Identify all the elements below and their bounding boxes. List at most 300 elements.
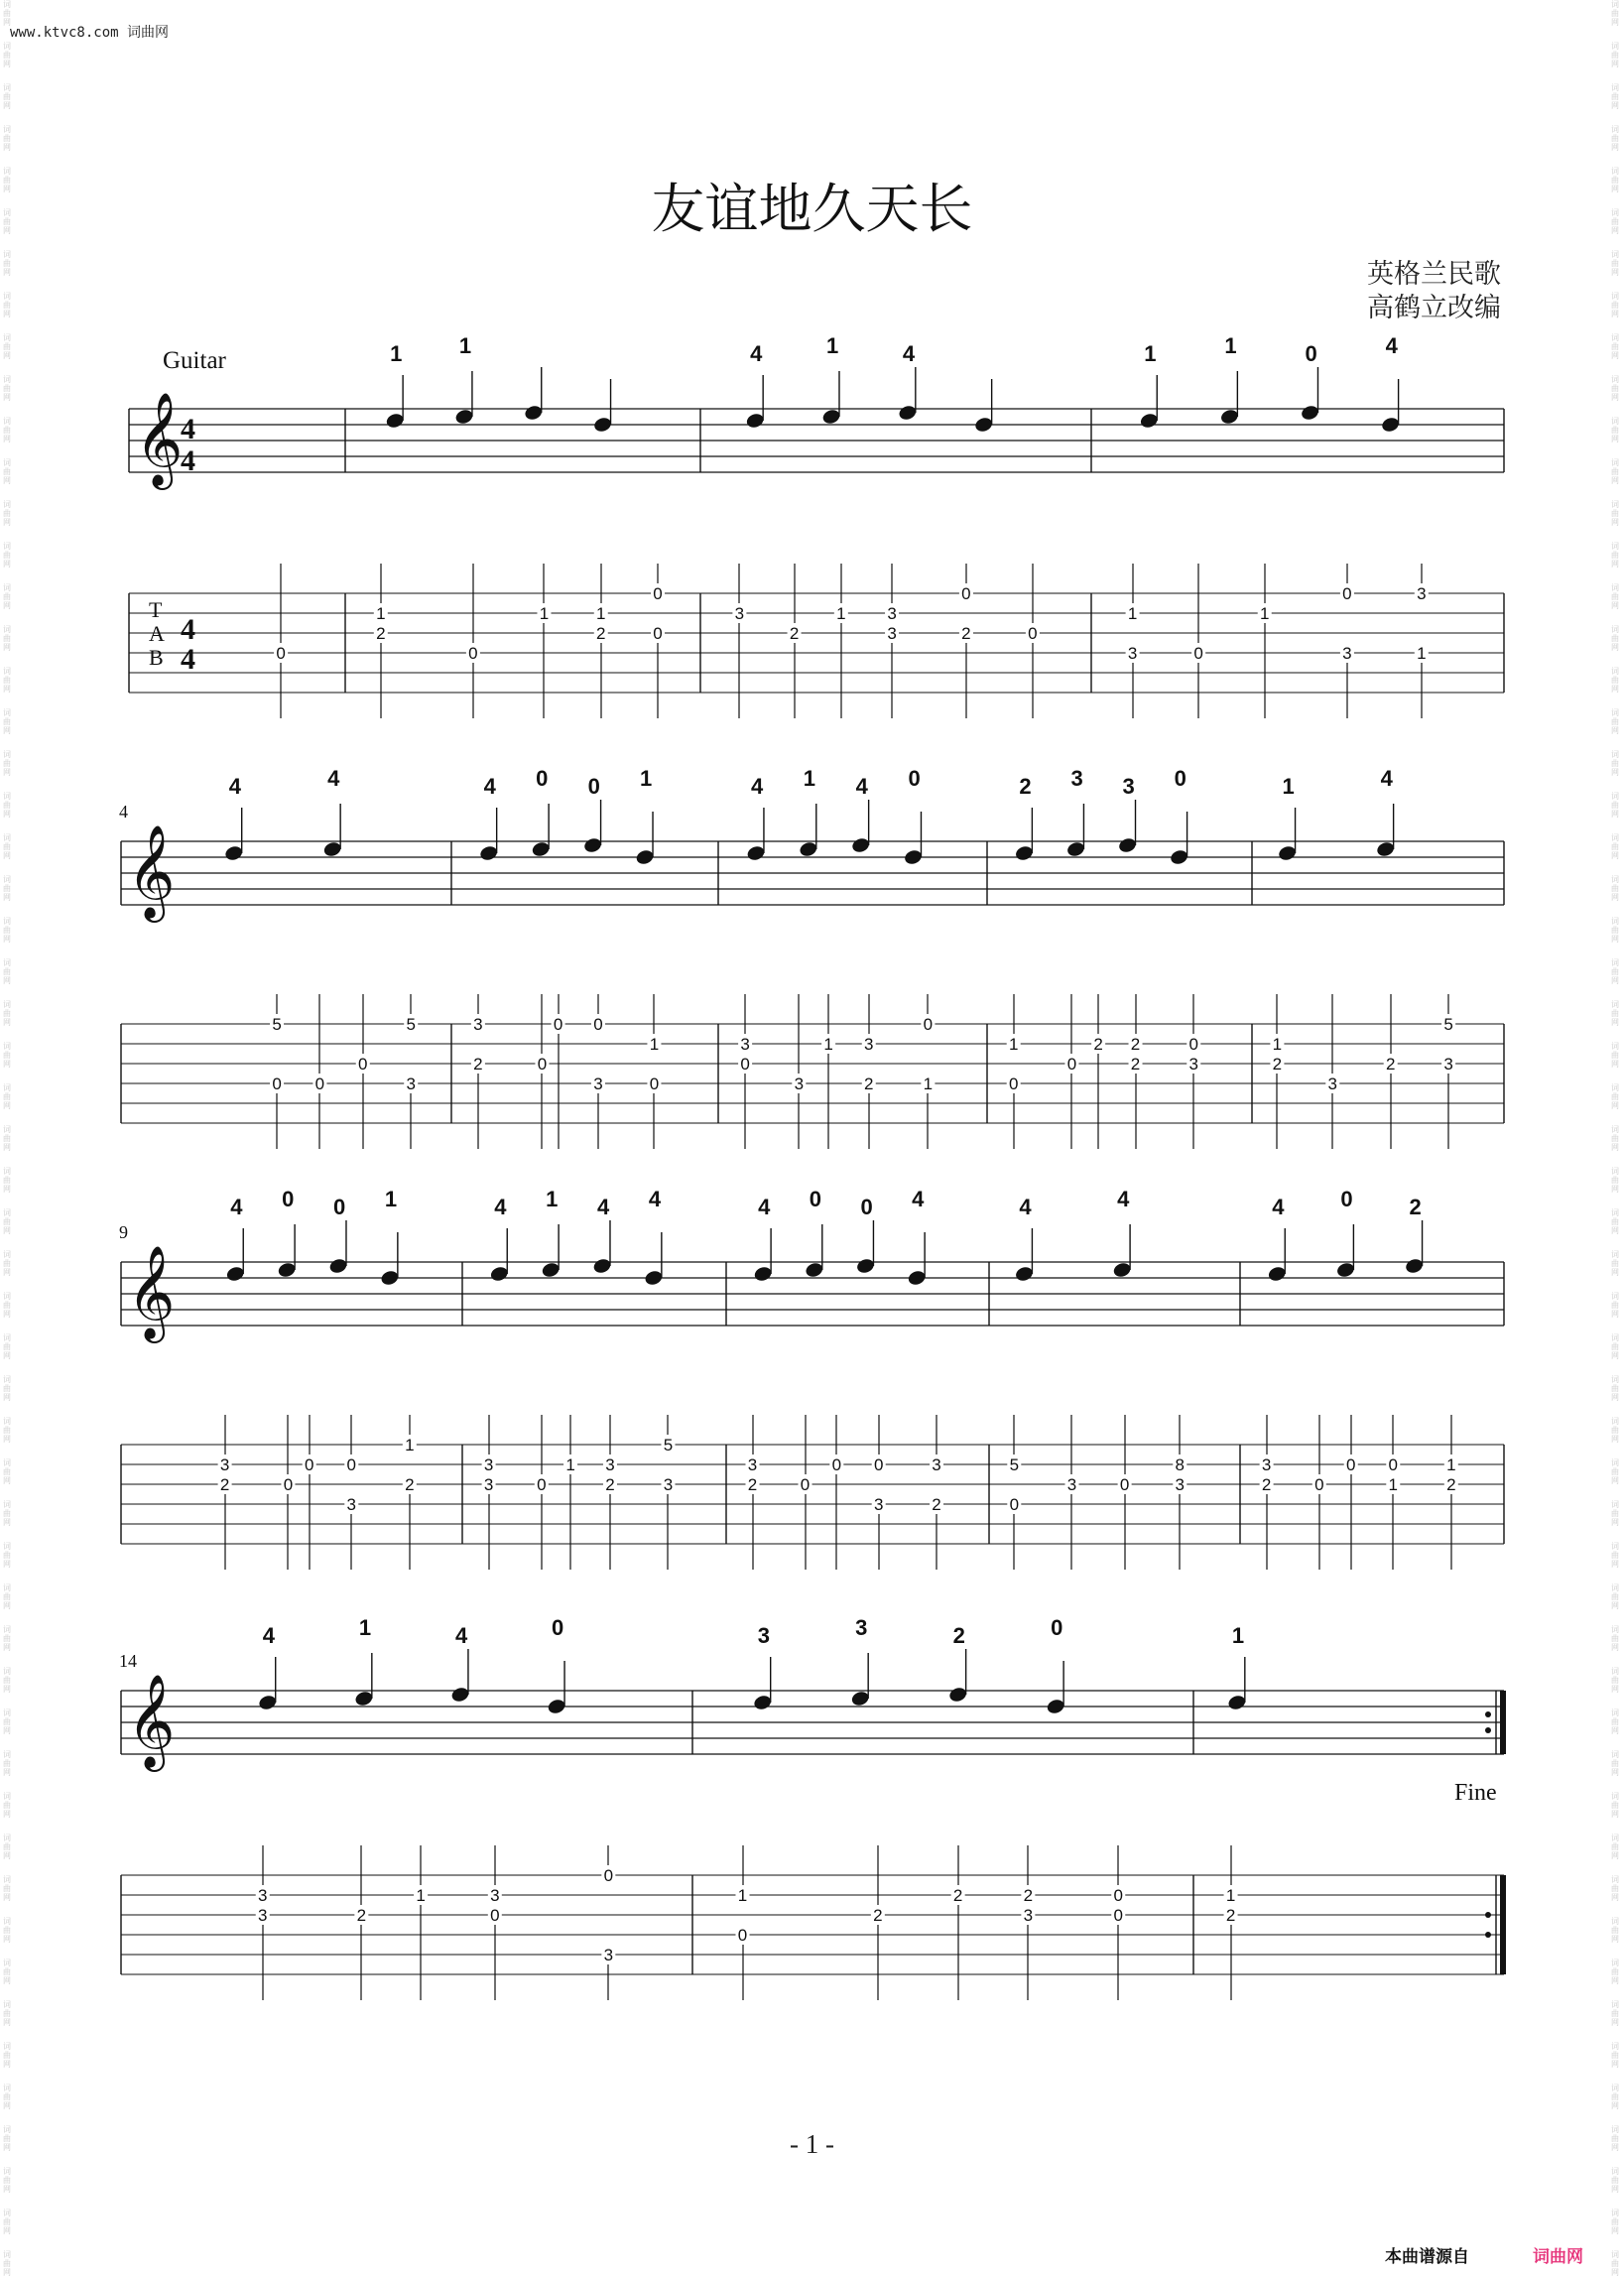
- fingering-number: 0: [536, 766, 549, 791]
- watermark-text: 词曲网: [1611, 1292, 1619, 1319]
- tab-fret-number: 3: [603, 1946, 614, 1964]
- tab-fret-number: 3: [1342, 644, 1352, 663]
- upper-notehead: [1335, 1261, 1355, 1279]
- tab-fret-number: 3: [794, 1075, 805, 1093]
- treble-clef-icon: 𝄞: [127, 1245, 176, 1339]
- watermark-text: 词曲网: [1611, 875, 1619, 902]
- watermark-text: 词曲网: [3, 1792, 11, 1819]
- watermark-text: 词曲网: [3, 2250, 11, 2277]
- tab-fret-number: 0: [653, 584, 663, 603]
- tab-fret-number: 0: [603, 1866, 614, 1885]
- tab-fret-number: 0: [1119, 1475, 1130, 1494]
- fingering-number: 4: [912, 1187, 925, 1211]
- upper-notehead: [258, 1694, 278, 1711]
- repeat-dot: [1485, 1727, 1491, 1733]
- watermark-text: 词曲网: [3, 2125, 11, 2152]
- tab-fret-number: 3: [490, 1886, 500, 1905]
- tab-fret-number: 2: [356, 1906, 367, 1925]
- watermark-text: 词曲网: [3, 792, 11, 819]
- tab-fret-number: 2: [1446, 1475, 1456, 1494]
- tab-fret-number: 3: [258, 1906, 268, 1925]
- fingering-number: 3: [757, 1623, 770, 1648]
- tab-clef-letter: T: [149, 597, 163, 622]
- upper-notehead: [1169, 848, 1188, 866]
- tab-fret-number: 0: [304, 1455, 314, 1474]
- upper-notehead: [1046, 1698, 1065, 1715]
- watermark-text: 词曲网: [3, 708, 11, 735]
- tab-fret-number: 0: [1342, 584, 1352, 603]
- watermark-text: 词曲网: [1611, 167, 1619, 193]
- tab-fret-number: 3: [864, 1035, 874, 1054]
- fingering-number: 0: [1305, 341, 1317, 366]
- watermark-text: 词曲网: [3, 125, 11, 152]
- watermark-text: 词曲网: [1611, 1542, 1619, 1569]
- tab-fret-number: 8: [1175, 1455, 1186, 1474]
- tab-fret-number: 5: [406, 1015, 416, 1034]
- page-number: - 1 -: [790, 2129, 834, 2159]
- fingering-number: 1: [640, 766, 653, 791]
- upper-notehead: [903, 848, 923, 866]
- repeat-dot: [1485, 1912, 1491, 1918]
- watermark-text: 词曲网: [3, 1750, 11, 1777]
- tab-fret-number: 0: [553, 1015, 563, 1034]
- fingering-number: 4: [230, 1195, 243, 1219]
- fingering-number: 4: [596, 1195, 610, 1219]
- watermark-text: 词曲网: [3, 2167, 11, 2194]
- tab-fret-number: 0: [490, 1906, 500, 1925]
- fingering-number: 1: [390, 341, 403, 366]
- watermark-text: 词曲网: [1611, 1042, 1619, 1069]
- upper-notehead: [799, 840, 818, 858]
- tab-clef-letter: A: [149, 621, 165, 646]
- watermark-text: 词曲网: [1611, 1500, 1619, 1527]
- fingering-number: 4: [1117, 1187, 1130, 1211]
- fingering-number: 2: [1409, 1195, 1422, 1219]
- watermark-text: 词曲网: [1611, 1167, 1619, 1194]
- fingering-number: 4: [262, 1623, 275, 1648]
- upper-notehead: [1112, 1261, 1132, 1279]
- watermark-text: 词曲网: [1611, 708, 1619, 735]
- tab-fret-number: 0: [468, 644, 478, 663]
- upper-notehead: [223, 844, 243, 862]
- instrument-label: Guitar: [163, 347, 226, 374]
- tab-fret-number: 3: [346, 1495, 357, 1514]
- upper-notehead: [322, 840, 342, 858]
- repeat-dot: [1485, 1711, 1491, 1717]
- upper-notehead: [850, 1690, 870, 1708]
- upper-notehead: [898, 404, 918, 422]
- upper-notehead: [1404, 1257, 1424, 1275]
- tab-fret-number: 5: [1443, 1015, 1453, 1034]
- upper-notehead: [752, 1694, 772, 1711]
- footer-source: 本曲谱源自: [1385, 2247, 1469, 2267]
- watermark-text: 词曲网: [1611, 2209, 1619, 2235]
- watermark-text: 词曲网: [1611, 1708, 1619, 1735]
- tab-fret-number: 0: [1193, 644, 1203, 663]
- tab-fret-number: 0: [276, 644, 286, 663]
- tab-fret-number: 3: [406, 1075, 416, 1093]
- tab-fret-number: 1: [1388, 1475, 1399, 1494]
- watermark-text: 词曲网: [1611, 333, 1619, 360]
- watermark-text: 词曲网: [3, 1917, 11, 1944]
- watermark-text: 词曲网: [3, 292, 11, 318]
- tab-fret-number: 3: [1127, 644, 1138, 663]
- fingering-number: 0: [1174, 766, 1187, 791]
- tab-fret-number: 1: [737, 1886, 748, 1905]
- upper-notehead: [753, 1265, 773, 1283]
- tab-fret-number: 1: [1446, 1455, 1456, 1474]
- watermark-text: 词曲网: [1611, 1959, 1619, 1985]
- upper-notehead: [1227, 1694, 1247, 1711]
- tab-fret-number: 2: [1225, 1906, 1236, 1925]
- tab-fret-number: 3: [747, 1455, 758, 1474]
- tab-fret-number: 0: [961, 584, 971, 603]
- fingering-number: 0: [908, 766, 921, 791]
- tab-fret-number: 1: [1272, 1035, 1283, 1054]
- fingering-number: 1: [1282, 774, 1295, 799]
- fingering-number: 4: [1380, 766, 1393, 791]
- fingering-number: 0: [1340, 1187, 1353, 1211]
- upper-notehead: [1300, 404, 1319, 422]
- fingering-number: 0: [1051, 1615, 1063, 1640]
- watermark-text: 词曲网: [3, 458, 11, 485]
- watermark-text: 词曲网: [3, 2209, 11, 2235]
- repeat-dot: [1485, 1932, 1491, 1938]
- watermark-text: 词曲网: [3, 583, 11, 610]
- watermark-text: 词曲网: [3, 1083, 11, 1110]
- upper-notehead: [489, 1265, 509, 1283]
- watermark-text: 词曲网: [1611, 1458, 1619, 1485]
- watermark-text: 词曲网: [3, 1250, 11, 1277]
- tab-fret-number: 0: [1008, 1075, 1019, 1093]
- watermark-text: 词曲网: [3, 417, 11, 443]
- upper-notehead: [644, 1269, 664, 1287]
- watermark-text: 词曲网: [1611, 1792, 1619, 1819]
- watermark-text: 词曲网: [3, 875, 11, 902]
- watermark-text: 词曲网: [3, 0, 11, 27]
- time-signature-bottom: 4: [181, 444, 195, 477]
- fingering-number: 4: [902, 341, 916, 366]
- tab-fret-number: 5: [663, 1436, 674, 1455]
- footer-brand-logo[interactable]: 词曲网: [1533, 2247, 1583, 2267]
- upper-notehead: [1375, 840, 1395, 858]
- tab-fret-number: 2: [789, 624, 800, 643]
- tab-fret-number: 5: [272, 1015, 282, 1034]
- watermark-text: 词曲网: [1611, 2250, 1619, 2277]
- watermark-text: 词曲网: [3, 42, 11, 68]
- watermark-text: 词曲网: [3, 375, 11, 402]
- upper-notehead: [582, 836, 602, 854]
- tab-fret-number: 3: [1417, 584, 1427, 603]
- tab-fret-number: 3: [1023, 1906, 1034, 1925]
- tab-fret-number: 0: [1009, 1495, 1020, 1514]
- watermark-text: 词曲网: [3, 750, 11, 777]
- watermark-text: 词曲网: [3, 1500, 11, 1527]
- fingering-number: 4: [1272, 1195, 1285, 1219]
- tab-fret-number: 3: [663, 1475, 674, 1494]
- tab-fret-number: 1: [649, 1035, 660, 1054]
- tab-fret-number: 1: [1417, 644, 1427, 663]
- watermark-text: 词曲网: [1611, 1000, 1619, 1027]
- upper-notehead: [1219, 408, 1239, 426]
- tab-fret-number: 3: [887, 624, 897, 643]
- watermark-text: 词曲网: [1611, 1875, 1619, 1902]
- watermark-text: 词曲网: [3, 917, 11, 944]
- tab-fret-number: 2: [932, 1495, 941, 1514]
- watermark-text: 词曲网: [1611, 0, 1619, 27]
- tab-fret-number: 1: [923, 1075, 934, 1093]
- watermark-text: 词曲网: [3, 2084, 11, 2110]
- measure-number: 14: [119, 1651, 137, 1671]
- tab-fret-number: 2: [376, 624, 386, 643]
- watermark-text: 词曲网: [3, 1667, 11, 1694]
- tab-fret-number: 2: [747, 1475, 758, 1494]
- watermark-text: 词曲网: [3, 1708, 11, 1735]
- watermark-text: 词曲网: [1611, 250, 1619, 277]
- watermark-text: 词曲网: [3, 1042, 11, 1069]
- watermark-text: 词曲网: [3, 208, 11, 235]
- tab-fret-number: 3: [734, 604, 745, 623]
- watermark-text: 词曲网: [1611, 375, 1619, 402]
- upper-notehead: [354, 1690, 374, 1708]
- tab-fret-number: 3: [932, 1455, 941, 1474]
- watermark-text: 词曲网: [1611, 2084, 1619, 2110]
- upper-notehead: [746, 844, 766, 862]
- treble-clef-icon: 𝄞: [127, 1674, 176, 1768]
- fingering-number: 4: [648, 1187, 662, 1211]
- watermark-text: 词曲网: [3, 1167, 11, 1194]
- watermark-text: 词曲网: [1611, 1667, 1619, 1694]
- watermark-text: 词曲网: [3, 250, 11, 277]
- watermark-text: 词曲网: [1611, 1083, 1619, 1110]
- upper-notehead: [277, 1261, 297, 1279]
- watermark-text: 词曲网: [1611, 1125, 1619, 1152]
- tab-fret-number: 0: [649, 1075, 660, 1093]
- watermark-text: 词曲网: [3, 1333, 11, 1360]
- upper-notehead: [1277, 844, 1297, 862]
- upper-notehead: [973, 416, 993, 434]
- tab-fret-number: 0: [1113, 1886, 1123, 1905]
- tab-fret-number: 2: [1093, 1035, 1103, 1054]
- watermark-text: 词曲网: [1611, 750, 1619, 777]
- tab-fret-number: 2: [405, 1475, 415, 1494]
- tab-fret-number: 3: [740, 1035, 750, 1054]
- tab-time-top: 4: [181, 613, 195, 646]
- fingering-number: 4: [1019, 1195, 1032, 1219]
- fingering-number: 4: [758, 1195, 771, 1219]
- upper-notehead: [524, 404, 544, 422]
- fingering-number: 1: [358, 1615, 372, 1640]
- upper-notehead: [592, 416, 612, 434]
- watermark-text: 词曲网: [1611, 1834, 1619, 1860]
- watermark-text: 词曲网: [1611, 292, 1619, 318]
- fingering-number: 4: [750, 774, 764, 799]
- tab-fret-number: 5: [1009, 1455, 1020, 1474]
- watermark-text: 词曲网: [3, 83, 11, 110]
- fingering-number: 4: [483, 774, 496, 799]
- upper-notehead: [1380, 416, 1400, 434]
- tab-fret-number: 3: [483, 1475, 494, 1494]
- tab-fret-number: 0: [1066, 1055, 1077, 1074]
- watermark-text: 词曲网: [1611, 2167, 1619, 2194]
- tab-fret-number: 0: [283, 1475, 294, 1494]
- tab-fret-number: 1: [565, 1455, 575, 1474]
- upper-notehead: [385, 412, 405, 430]
- tab-fret-number: 0: [923, 1015, 934, 1034]
- tab-fret-number: 0: [593, 1015, 603, 1034]
- watermark-text: 词曲网: [1611, 417, 1619, 443]
- watermark-text: 词曲网: [3, 1000, 11, 1027]
- tab-fret-number: 3: [1443, 1055, 1453, 1074]
- site-header[interactable]: www.ktvc8.com 词曲网: [10, 25, 170, 41]
- fingering-number: 1: [803, 766, 816, 791]
- tab-fret-number: 3: [1327, 1075, 1338, 1093]
- fingering-number: 0: [587, 774, 600, 799]
- watermark-text: 词曲网: [3, 1458, 11, 1485]
- watermark-text: 词曲网: [1611, 1208, 1619, 1235]
- fingering-number: 1: [546, 1187, 559, 1211]
- tab-fret-number: 1: [1127, 604, 1138, 623]
- fingering-number: 4: [855, 774, 868, 799]
- song-title: 友谊地久天长: [651, 178, 973, 240]
- watermark-text: 词曲网: [1611, 83, 1619, 110]
- tab-fret-number: 3: [483, 1455, 494, 1474]
- fingering-number: 0: [282, 1187, 295, 1211]
- measure-number: 4: [119, 802, 128, 822]
- fingering-number: 1: [825, 333, 839, 358]
- upper-notehead: [547, 1698, 566, 1715]
- watermark-text: 词曲网: [1611, 1917, 1619, 1944]
- watermark-text: 词曲网: [3, 625, 11, 652]
- tab-fret-number: 2: [952, 1886, 963, 1905]
- arranger-credit: 高鹤立改编: [1367, 293, 1501, 323]
- watermark-text: 词曲网: [3, 833, 11, 860]
- final-barline-thick: [1500, 1691, 1506, 1754]
- tab-fret-number: 3: [593, 1075, 603, 1093]
- watermark-text: 词曲网: [3, 1834, 11, 1860]
- tab-fret-number: 0: [1188, 1035, 1198, 1054]
- fingering-number: 0: [552, 1615, 564, 1640]
- tab-fret-number: 0: [272, 1075, 282, 1093]
- fingering-number: 4: [1385, 333, 1398, 358]
- upper-notehead: [531, 840, 551, 858]
- measure-number: 9: [119, 1222, 128, 1242]
- watermark-text: 词曲网: [1611, 583, 1619, 610]
- watermark-text: 词曲网: [3, 1125, 11, 1152]
- fingering-number: 0: [809, 1187, 822, 1211]
- tab-fret-number: 3: [473, 1015, 483, 1034]
- tab-fret-number: 2: [1023, 1886, 1034, 1905]
- tab-fret-number: 2: [1261, 1475, 1272, 1494]
- watermark-text: 词曲网: [1611, 542, 1619, 569]
- tab-fret-number: 3: [887, 604, 897, 623]
- watermark-text: 词曲网: [1611, 208, 1619, 235]
- tab-fret-number: 3: [1261, 1455, 1272, 1474]
- tab-fret-number: 2: [596, 624, 606, 643]
- watermark-text: 词曲网: [1611, 667, 1619, 694]
- tab-fret-number: 0: [800, 1475, 811, 1494]
- tab-fret-number: 2: [1130, 1055, 1141, 1074]
- upper-notehead: [454, 408, 474, 426]
- tab-fret-number: 1: [836, 604, 846, 623]
- fingering-number: 1: [458, 333, 472, 358]
- fingering-number: 3: [1122, 774, 1135, 799]
- watermark-text: 词曲网: [3, 167, 11, 193]
- watermark-text: 词曲网: [1611, 42, 1619, 68]
- tab-fret-number: 3: [258, 1886, 268, 1905]
- tab-time-bottom: 4: [181, 643, 195, 676]
- fingering-number: 1: [1231, 1623, 1245, 1648]
- tab-fret-number: 1: [1008, 1035, 1019, 1054]
- treble-clef-icon: 𝄞: [135, 392, 184, 486]
- tab-fret-number: 2: [1130, 1035, 1141, 1054]
- tab-fret-number: 2: [864, 1075, 874, 1093]
- tab-fret-number: 3: [1175, 1475, 1186, 1494]
- watermark-text: 词曲网: [1611, 1625, 1619, 1652]
- time-signature-top: 4: [181, 413, 195, 445]
- tab-fret-number: 0: [1314, 1475, 1324, 1494]
- tab-fret-number: 0: [873, 1455, 884, 1474]
- fingering-number: 4: [327, 766, 340, 791]
- fingering-number: 0: [332, 1195, 346, 1219]
- watermark-text: 词曲网: [1611, 2125, 1619, 2152]
- upper-notehead: [1014, 1265, 1034, 1283]
- tab-fret-number: 1: [376, 604, 386, 623]
- watermark-text: 词曲网: [3, 667, 11, 694]
- upper-notehead: [635, 848, 655, 866]
- tab-fret-number: 2: [873, 1906, 883, 1925]
- watermark-text: 词曲网: [3, 1875, 11, 1902]
- upper-notehead: [1014, 844, 1034, 862]
- watermark-text: 词曲网: [3, 542, 11, 569]
- upper-notehead: [1267, 1265, 1287, 1283]
- upper-notehead: [478, 844, 498, 862]
- watermark-text: 词曲网: [3, 1542, 11, 1569]
- tab-fret-number: 1: [539, 604, 550, 623]
- tab-clef-letter: B: [149, 645, 164, 670]
- tab-fret-number: 0: [737, 1926, 748, 1945]
- watermark-text: 词曲网: [1611, 833, 1619, 860]
- watermark-text: 词曲网: [3, 1959, 11, 1985]
- tab-fret-number: 0: [537, 1055, 548, 1074]
- tab-fret-number: 0: [1345, 1455, 1356, 1474]
- tab-fret-number: 0: [740, 1055, 750, 1074]
- final-tab-barline-thick: [1500, 1875, 1506, 1974]
- watermark-text: 词曲网: [1611, 1583, 1619, 1610]
- upper-notehead: [1139, 412, 1159, 430]
- tab-fret-number: 3: [1066, 1475, 1077, 1494]
- watermark-text: 词曲网: [1611, 1333, 1619, 1360]
- tab-fret-number: 1: [823, 1035, 833, 1054]
- watermark-text: 词曲网: [1611, 458, 1619, 485]
- tab-fret-number: 3: [219, 1455, 230, 1474]
- fingering-number: 2: [1019, 774, 1032, 799]
- fingering-number: 3: [855, 1615, 868, 1640]
- watermark-text: 词曲网: [1611, 500, 1619, 527]
- watermark-text: 词曲网: [3, 2000, 11, 2027]
- watermark-text: 词曲网: [1611, 1750, 1619, 1777]
- fingering-number: 0: [860, 1195, 873, 1219]
- upper-notehead: [450, 1686, 470, 1704]
- fingering-number: 2: [952, 1623, 965, 1648]
- upper-notehead: [1065, 840, 1085, 858]
- fingering-number: 4: [494, 1195, 507, 1219]
- fingering-number: 4: [228, 774, 241, 799]
- upper-notehead: [821, 408, 841, 426]
- tab-fret-number: 2: [605, 1475, 615, 1494]
- tab-fret-number: 0: [831, 1455, 842, 1474]
- upper-notehead: [855, 1257, 875, 1275]
